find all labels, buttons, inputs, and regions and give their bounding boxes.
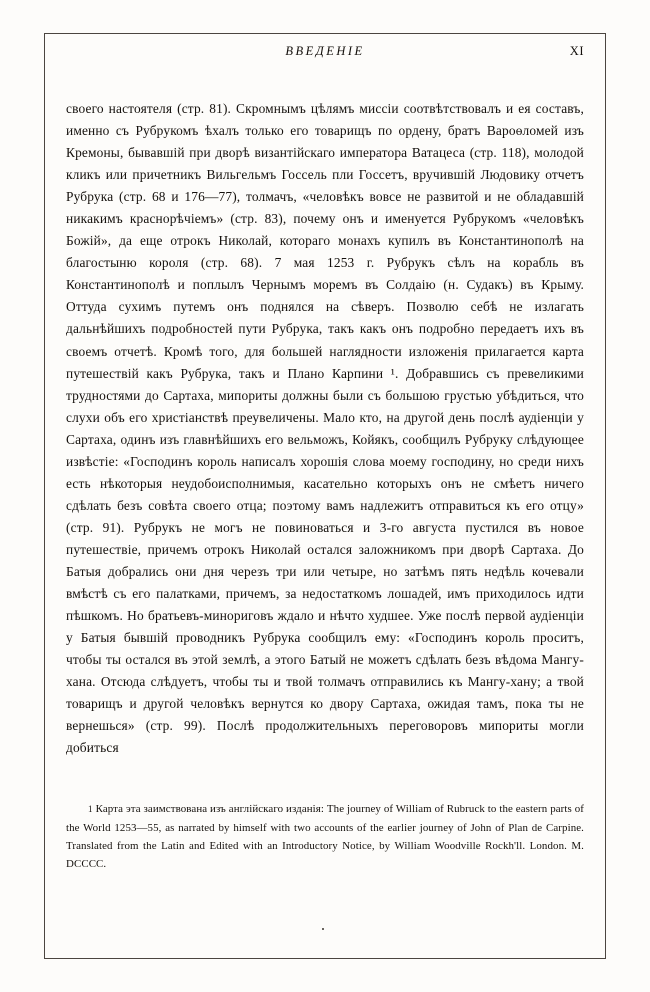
footnote-separator: [66, 777, 584, 778]
body-paragraph: своего настоятеля (стр. 81). Скромнымъ цѣлямъ миссіи соотвѣтствовалъ и ея составъ, именно съ Рубрукомъ ѣхалъ только его товарищъ по ордену, братъ Вароѳломей изъ Кремоны, бывавшій при дворѣ византійскаго императора Ватацеса (стр. 118), молодой кликъ или причетникъ Вильгельмъ Госсель пли Госсетъ, вручившій Людовику отчетъ Рубрука (стр. 68 и 176—77), толмачъ, «человѣкъ вовсе не развитой и не обладавшій никакимъ краснорѣчіемъ» (стр. 83), почему онъ и именуется Рубрукомъ «человѣкъ Божій», да еще отрокъ Николай, котораго монахъ купилъ въ Константинополѣ на благостыню короля (стр. 68). 7 мая 1253 г. Рубрукъ сѣлъ на корабль въ Константинополѣ и поплылъ Чернымъ моремъ въ Солдаію (н. Судакъ) въ Крыму. Оттуда сухимъ путемъ онъ поднялся на сѣверъ. Позволю себѣ не излагать дальнѣйшихъ подробностей пути Рубрука, такъ какъ онъ подробно передаетъ ихъ въ своемъ отчетѣ. Кромѣ того, для большей наглядности изложенія прилагается карта путешествій какъ Рубрука, такъ и Плано Карпини ¹. Добравшись съ превеликими трудностями до Сартаха, мипориты должны были съ большою грустью убѣдиться, что слухи объ его христіанствѣ преувеличены. Мало кто, на другой день послѣ аудіенціи у Сартаха, одинъ изъ главнѣйшихъ его вельможъ, Койякъ, сообщилъ Рубруку слѣдующее извѣстіе: «Господинъ король написалъ хорошія слова моему господину, но среди нихъ есть нѣкоторыя неудобоисполнимыя, касательно которыхъ онъ не смѣетъ ничего сдѣлать безъ совѣта своего отца; поэтому вамъ надлежитъ отправиться къ его отцу» (стр. 91). Рубрукъ не могъ не повиноваться и 3-го августа пустился въ новое путешествіе, причемъ отрокъ Николай остался заложникомъ при дворѣ Сартаха. До Батыя добрались они дня черезъ три или четыре, но затѣмъ пять недѣль кочевали вмѣстѣ съ его палатками, причемъ, за недостаткомъ лошадей, имъ приходилось идти пѣшкомъ. Но братьевъ-минориговъ ждало и нѣчто худшее. Уже послѣ первой аудіенціи у Батыя бывшій проводникъ Рубрука сообщилъ ему: «Господинъ король проситъ, чтобы ты остался въ этой землѣ, а этого Батый не можетъ сдѣлать безъ вѣдома Мангу-хана. Отсюда слѣдуетъ, чтобы ты и твой толмачъ отправились къ Мангу-хану; а твой товарищъ и другой человѣкъ вернутся ко двору Сартаха, ожидая тамъ, пока ты не вернешься» (стр. 99). Послѣ продолжительныхъ переговоровъ мипориты могли добиться: [66, 101, 584, 756]
page-content: [66, 44, 584, 873]
footnote-marker: 1: [88, 804, 93, 815]
running-head: ВВЕДЕНІЕ: [285, 44, 365, 58]
footnote: [66, 800, 584, 873]
page-header: [66, 44, 584, 70]
page-ink-mark: [322, 928, 324, 930]
footnote-text: Карта эта заимствована изъ англійскаго изданія: The journey of William of Rubruck to the eastern parts of the World 1253—55, as narrated by himself with two accounts of the earlier journey of John of Plan de Carpine. Translated from the Latin and Edited with an Introductory Notice, by William Woodville Rockh'll. London. M. DCCCC.: [66, 803, 584, 871]
page-number: XI: [569, 44, 584, 58]
body-text: [66, 98, 584, 759]
